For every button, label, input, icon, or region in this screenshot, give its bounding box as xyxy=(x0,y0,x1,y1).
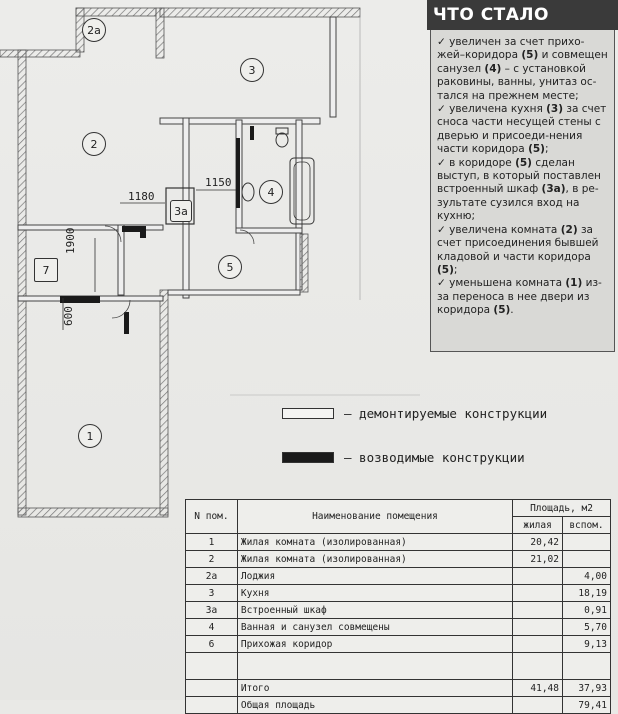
row-aux xyxy=(563,534,611,551)
row-num: 2 xyxy=(186,551,238,568)
room-label-2a: 2а xyxy=(82,18,106,42)
row-aux: 4,00 xyxy=(563,568,611,585)
info-title: ЧТО СТАЛО xyxy=(427,0,618,30)
table-row xyxy=(186,619,611,636)
grand-total-value: 79,41 xyxy=(563,697,611,714)
total-living: 41,48 xyxy=(513,680,563,697)
header-aux: вспом. xyxy=(563,517,611,534)
table-row xyxy=(186,602,611,619)
dimension-1150: 1150 xyxy=(205,176,232,189)
total-aux: 37,93 xyxy=(563,680,611,697)
table-row xyxy=(186,534,611,551)
changes-list xyxy=(437,36,610,318)
legend-demolished-label: – демонтируемые конструкции xyxy=(344,406,548,421)
table-row xyxy=(186,585,611,602)
row-name: Жилая комната (изолированная) xyxy=(237,551,512,568)
legend-demolished xyxy=(282,406,547,421)
room-label-2: 2 xyxy=(82,132,106,156)
row-living xyxy=(513,636,563,653)
row-name: Прихожая коридор xyxy=(237,636,512,653)
row-aux: 5,70 xyxy=(563,619,611,636)
change-item-2: ✓ увеличена кухня (3) за счет сноса части несущей стены с дверью и присоеди-нения части коридора (5); xyxy=(437,103,607,156)
legend-erected xyxy=(282,450,525,465)
row-name: Ванная и санузел совмещены xyxy=(237,619,512,636)
legend-swatch-white xyxy=(282,408,334,419)
row-living: 20,42 xyxy=(513,534,563,551)
room-label-7: 7 xyxy=(34,258,58,282)
row-num: 2а xyxy=(186,568,238,585)
info-body xyxy=(430,30,615,352)
row-num: 6 xyxy=(186,636,238,653)
row-aux xyxy=(563,551,611,568)
legend-swatch-black xyxy=(282,452,334,463)
change-item-1: ✓ увеличен за счет прихо-жей–коридора (5) и совмещен санузел (4) – с установкой раковины, ванны, унитаз ос-тался на прежнем месте; xyxy=(437,36,608,102)
total-label: Итого xyxy=(237,680,512,697)
dimension-600: 600 xyxy=(62,306,75,326)
grand-total-label: Общая площадь xyxy=(237,697,512,714)
room-label-5: 5 xyxy=(218,255,242,279)
table-row xyxy=(186,636,611,653)
header-name: Наименование помещения xyxy=(237,500,512,534)
header-living: жилая xyxy=(513,517,563,534)
header-area: Площадь, м2 xyxy=(513,500,611,517)
row-living: 21,02 xyxy=(513,551,563,568)
row-aux: 18,19 xyxy=(563,585,611,602)
table-header-row xyxy=(186,500,611,517)
row-living xyxy=(513,568,563,585)
row-num: 3а xyxy=(186,602,238,619)
row-num: 3 xyxy=(186,585,238,602)
room-label-3: 3 xyxy=(240,58,264,82)
area-table xyxy=(185,499,611,714)
row-living xyxy=(513,619,563,636)
row-num: 1 xyxy=(186,534,238,551)
dimension-1900: 1900 xyxy=(64,227,77,254)
table-total-row xyxy=(186,680,611,697)
row-name: Встроенный шкаф xyxy=(237,602,512,619)
row-name: Жилая комната (изолированная) xyxy=(237,534,512,551)
header-num: N пом. xyxy=(186,500,238,534)
changes-info-box xyxy=(427,0,618,352)
room-label-4: 4 xyxy=(259,180,283,204)
change-item-3: ✓ в коридоре (5) сделан выступ, в который поставлен встроенный шкаф (3а), в ре-зультате сузился вход на кухню; xyxy=(437,156,601,223)
room-label-1: 1 xyxy=(78,424,102,448)
legend-erected-label: – возводимые конструкции xyxy=(344,450,525,465)
row-name: Лоджия xyxy=(237,568,512,585)
dimension-1180: 1180 xyxy=(128,190,155,203)
change-item-4: ✓ увеличена комната (2) за счет присоединения бывшей кладовой и части коридора (5); xyxy=(437,223,599,276)
row-aux: 0,91 xyxy=(563,602,611,619)
row-num: 4 xyxy=(186,619,238,636)
change-item-5: ✓ уменьшена комната (1) из-за переноса в нее двери из коридора (5). xyxy=(437,277,602,317)
row-living xyxy=(513,585,563,602)
room-label-3a: 3а xyxy=(170,200,192,222)
table-grand-row xyxy=(186,697,611,714)
row-aux: 9,13 xyxy=(563,636,611,653)
table-spacer-row xyxy=(186,653,611,680)
table-row xyxy=(186,568,611,585)
table-row xyxy=(186,551,611,568)
row-living xyxy=(513,602,563,619)
row-name: Кухня xyxy=(237,585,512,602)
